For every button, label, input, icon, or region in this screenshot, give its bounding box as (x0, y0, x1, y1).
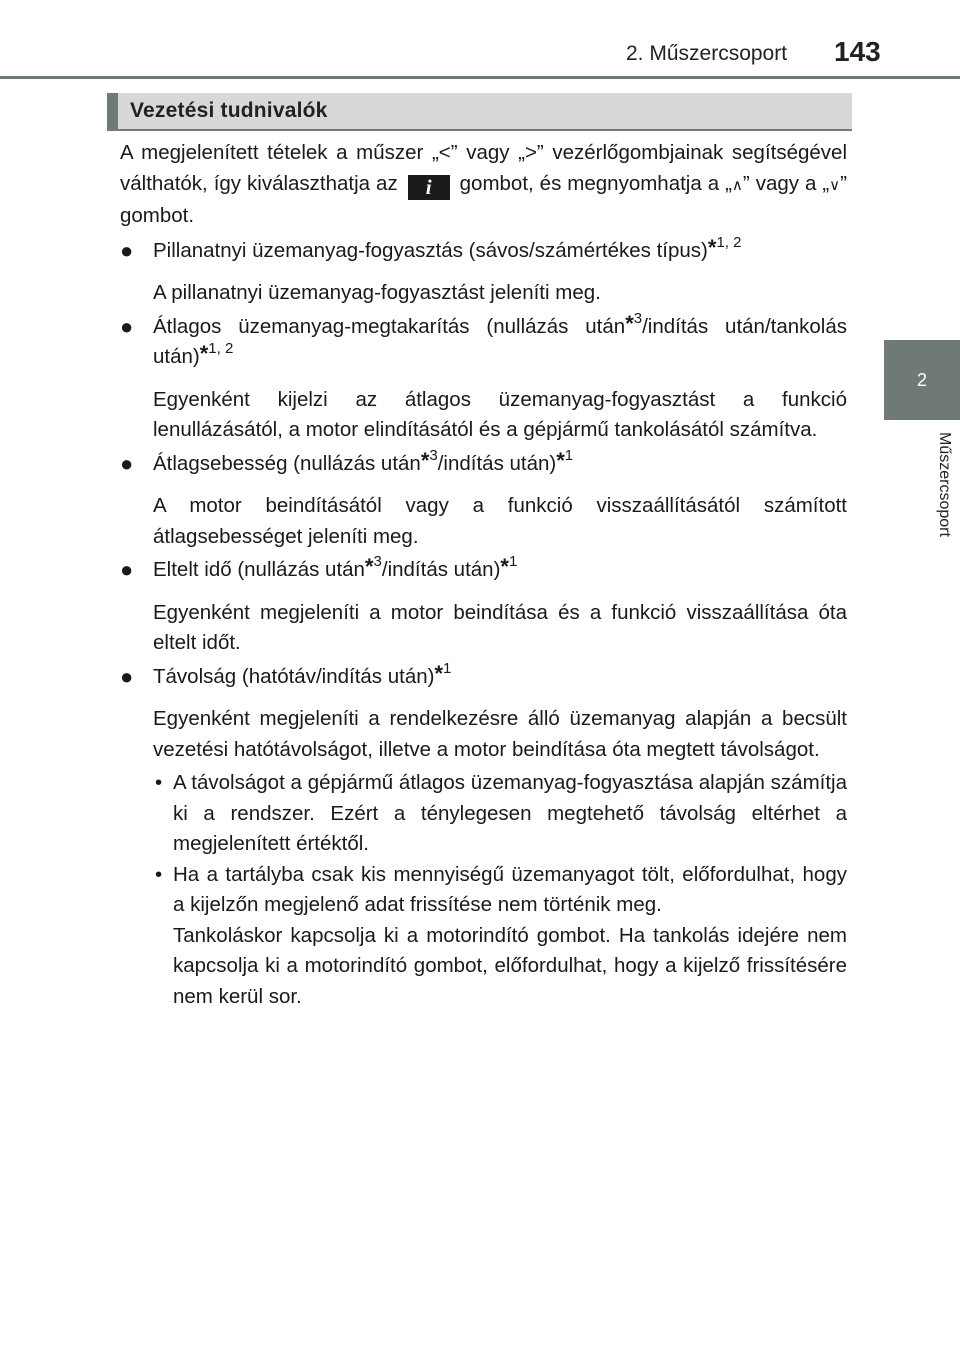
footnote-star: * (199, 341, 209, 366)
header-rule (0, 76, 960, 79)
info-button-icon: i (408, 175, 450, 200)
footnote-ref: 1 (564, 446, 574, 464)
intro-text-1: A megjelenített tételek a műszer „<” vagy „>” vezérlőgombjainak segítségével válthatók, így kiválaszthatja az (120, 141, 847, 195)
list-item (120, 309, 847, 373)
section-heading-rule (107, 129, 852, 131)
item-description: A pillanatnyi üzemanyag-fogyasztást jeleníti meg. (153, 281, 601, 304)
intro-text-3: ” vagy a „ (742, 171, 830, 195)
note-continuation: Tankoláskor kapcsolja ki a motorindító gombot. Ha tankolás idejére nem kapcsolja ki a motorindító gombot, előfordulhat, hogy a kijelző frissítésére nem kerül sor. (173, 923, 847, 1008)
footnote-star: * (364, 554, 374, 579)
side-tab-label: Műszercsoport (936, 432, 953, 537)
chapter-title: 2. Műszercsoport (626, 42, 788, 65)
section-title: Vezetési tudnivalók (130, 99, 328, 122)
page-content (120, 138, 847, 1012)
side-tab (884, 340, 960, 420)
item-description: Egyenként megjeleníti a rendelkezésre álló üzemanyag alapján a becsült vezetési hatótávolságot, illetve a motor beindítása óta megtett távolságot. (153, 707, 847, 761)
item-description: Egyenként megjeleníti a motor beindítása és a funkció visszaállítása óta eltelt időt. (153, 600, 847, 654)
item-title: Eltelt idő (nullázás után (153, 558, 365, 581)
item-title-cont: /indítás után) (437, 451, 557, 475)
bullet-icon: ● (120, 450, 134, 476)
notes-list (120, 768, 847, 1012)
footnote-star: * (625, 310, 634, 336)
list-item (120, 659, 847, 693)
footnote-star: * (707, 234, 717, 260)
footnote-star: * (500, 554, 509, 579)
bullet-dot-icon: • (155, 862, 163, 886)
up-arrow-icon: ∧ (731, 176, 743, 194)
bullet-icon: ● (120, 663, 134, 689)
bullet-icon: ● (120, 313, 134, 339)
item-title-cont: /indítás után/tankolás után) (153, 314, 847, 368)
note-text: Ha a tartályba csak kis mennyiségű üzemanyagot tölt, előfordulhat, hogy a kijelzőn megjelenő adat frissítése nem történik meg. (173, 862, 847, 916)
note-text: A távolságot a gépjármű átlagos üzemanyag-fogyasztása alapján számítja ki a rendszer. Ezért a ténylegesen megtehető távolság eltérhet a megjelenített értéktől. (173, 771, 847, 855)
list-item (120, 233, 847, 267)
footnote-star: * (420, 447, 430, 473)
footnote-ref: 3 (373, 553, 382, 571)
intro-text-4: ” gombot. (120, 171, 847, 227)
footnote-ref: 1 (443, 659, 452, 677)
footnote-ref: 1, 2 (208, 340, 234, 358)
section-heading (107, 93, 852, 131)
intro-paragraph (120, 138, 847, 232)
page-number: 143 (834, 36, 881, 67)
footnote-ref: 1 (508, 553, 518, 571)
intro-text-2: gombot, és megnyomhatja a „ (459, 171, 732, 195)
list-item (120, 555, 847, 586)
note-item (153, 768, 847, 860)
item-title: Távolság (hatótáv/indítás után) (153, 664, 435, 688)
item-title: Pillanatnyi üzemanyag-fogyasztás (sávos/számértékes típus) (153, 238, 708, 262)
footnote-star: * (556, 447, 565, 473)
down-arrow-icon: ∨ (829, 176, 841, 194)
side-tab-number: 2 (916, 369, 927, 390)
footnote-ref: 1, 2 (716, 233, 742, 251)
item-description: Egyenként kijelzi az átlagos üzemanyag-fogyasztást a funkció lenullázásától, a motor elindításától és a gépjármű tankolásától számítva. (153, 387, 847, 441)
list-item (120, 446, 847, 480)
bullet-icon: ● (120, 237, 134, 263)
footnote-star: * (434, 660, 444, 686)
bullet-icon: ● (120, 557, 134, 582)
item-description: A motor beindításától vagy a funkció visszaállításától számított átlagsebességet jeleníti meg. (153, 494, 847, 548)
item-title: Átlagos üzemanyag-megtakarítás (nullázás után (153, 314, 626, 338)
item-title: Átlagsebesség (nullázás után (153, 451, 421, 475)
footnote-ref: 3 (429, 446, 438, 464)
note-item (153, 860, 847, 921)
footnote-ref: 3 (633, 309, 643, 327)
bullet-dot-icon: • (155, 771, 163, 794)
item-title-cont: /indítás után) (381, 558, 501, 581)
